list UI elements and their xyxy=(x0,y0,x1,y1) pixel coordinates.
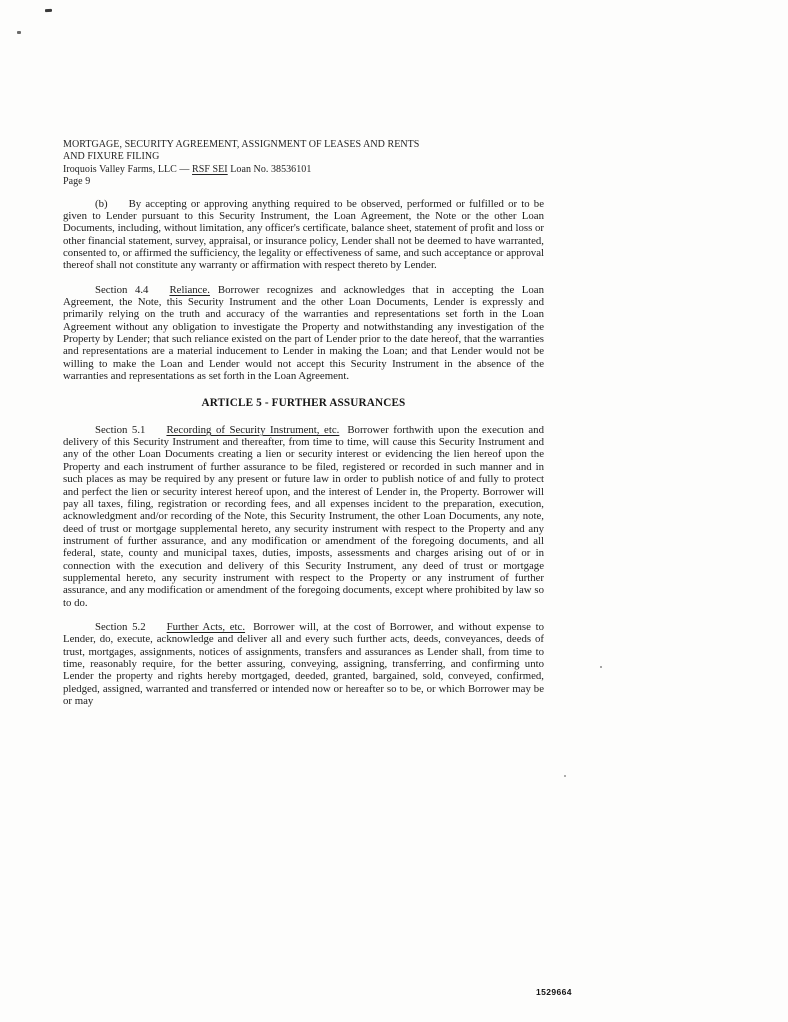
section-5-1-heading: Recording of Security Instrument, etc. xyxy=(166,423,340,436)
section-4-4-text: Borrower recognizes and acknowledges that in accepting the Loan Agreement, the Note, this Security Instrument and the other Loan Documents, Lender is expressly and primarily relying on the truth and accuracy of the warranties and representations set forth in the Loan Agreement without any obligation to investigate the Property and notwithstanding any investigation of the Property by Lender; that such reliance existed on the part of Lender prior to the date hereof, that the warranties and representations are a material inducement to Lender in making the Loan; and that Lender would not be willing to make the Loan and Lender would not accept this Security Instrument in the absence of the warranties and representations as set forth in the Loan Agreement. xyxy=(63,283,544,383)
header-lender-abbrev: RSF SEI xyxy=(192,163,228,175)
header-title-line2: AND FIXURE FILING xyxy=(63,151,160,163)
paragraph-section-4-4 xyxy=(63,284,544,383)
paragraph-section-5-2 xyxy=(63,621,544,707)
header-borrower-loan-line xyxy=(63,164,544,176)
scan-artifact-speck xyxy=(600,666,602,668)
header-loan-number: Loan No. 38536101 xyxy=(227,163,312,175)
page-content xyxy=(63,139,544,707)
section-5-2-heading: Further Acts, etc. xyxy=(166,620,246,633)
header-title-line1: MORTGAGE, SECURITY AGREEMENT, ASSIGNMENT OF LEASES AND RENTS xyxy=(63,139,420,150)
scan-artifact-dash xyxy=(45,9,52,12)
section-5-1-text: Borrower forthwith upon the execution and delivery of this Security Instrument and thereafter, from time to time, will cause this Security Instrument and any of the other Loan Documents creating a lien or security interest or evidencing the lien hereof upon the Property and each instrument of further assurance to be filed, registered or recorded in such manner and in such places as may be required by any present or future law in order to publish notice of and fully to protect and perfect the lien or security interest hereof upon, and the interest of Lender in, the Property. Borrower will pay all taxes, filing, registration or recording fees, and all expenses incident to the preparation, execution, acknowledgment and/or recording of the Note, this Security Instrument, the other Loan Documents, any note, deed of trust or mortgage supplemental hereto, any security instrument with respect to the Property and any instrument of further assurance, and any modification or amendment of the foregoing documents, and all federal, state, county and municipal taxes, duties, imposts, assessments and charges arising out of or in connection with the execution and delivery of this Security Instrument, any deed of trust or mortgage supplemental hereto, any security instrument with respect to the Property or any instrument of further assurance, and any modification or amendment of the foregoing documents, except where prohibited by law so to do. xyxy=(63,423,544,609)
scan-artifact-dot xyxy=(17,31,21,34)
section-5-2-label: Section 5.2 xyxy=(95,620,146,633)
section-4-4-label: Section 4.4 xyxy=(95,283,149,296)
document-control-number: 1529664 xyxy=(536,987,572,997)
paragraph-b-label: (b) xyxy=(95,197,108,210)
article-5-heading: ARTICLE 5 - FURTHER ASSURANCES xyxy=(201,397,406,410)
paragraph-section-5-1 xyxy=(63,424,544,609)
document-header xyxy=(63,139,544,189)
header-borrower-name: Iroquois Valley Farms, LLC — xyxy=(63,163,193,175)
scan-artifact-speck xyxy=(564,775,566,777)
section-4-4-heading: Reliance. xyxy=(169,283,210,296)
header-page-number: Page 9 xyxy=(63,176,91,188)
document-body xyxy=(63,198,544,708)
paragraph-b-text: By accepting or approving anything required to be observed, performed or fulfilled or to be given to Lender pursuant to this Security Instrument, the Loan Agreement, the Note or the other Loan Documents, including, without limitation, any officer's certificate, balance sheet, statement of profit and loss or other financial statement, survey, appraisal, or insurance policy, Lender shall not be deemed to have warranted, consented to, or affirmed the sufficiency, the legality or effectiveness of same, and such acceptance or approval thereof shall not constitute any warranty or affirmation with respect thereto by Lender. xyxy=(63,197,544,272)
paragraph-b xyxy=(63,198,544,272)
section-5-2-text: Borrower will, at the cost of Borrower, and without expense to Lender, do, execute, acknowledge and deliver all and every such further acts, deeds, conveyances, deeds of trust, mortgages, assignments, notices of assignments, transfers and assurances as Lender shall, from time to time, reasonably require, for the better assuring, conveying, assigning, transferring, and confirming unto Lender the property and rights hereby mortgaged, deeded, granted, bargained, sold, conveyed, confirmed, pledged, assigned, warranted and transferred or intended now or hereafter so to be, or which Borrower may be or may xyxy=(63,620,544,707)
section-5-1-label: Section 5.1 xyxy=(95,423,146,436)
